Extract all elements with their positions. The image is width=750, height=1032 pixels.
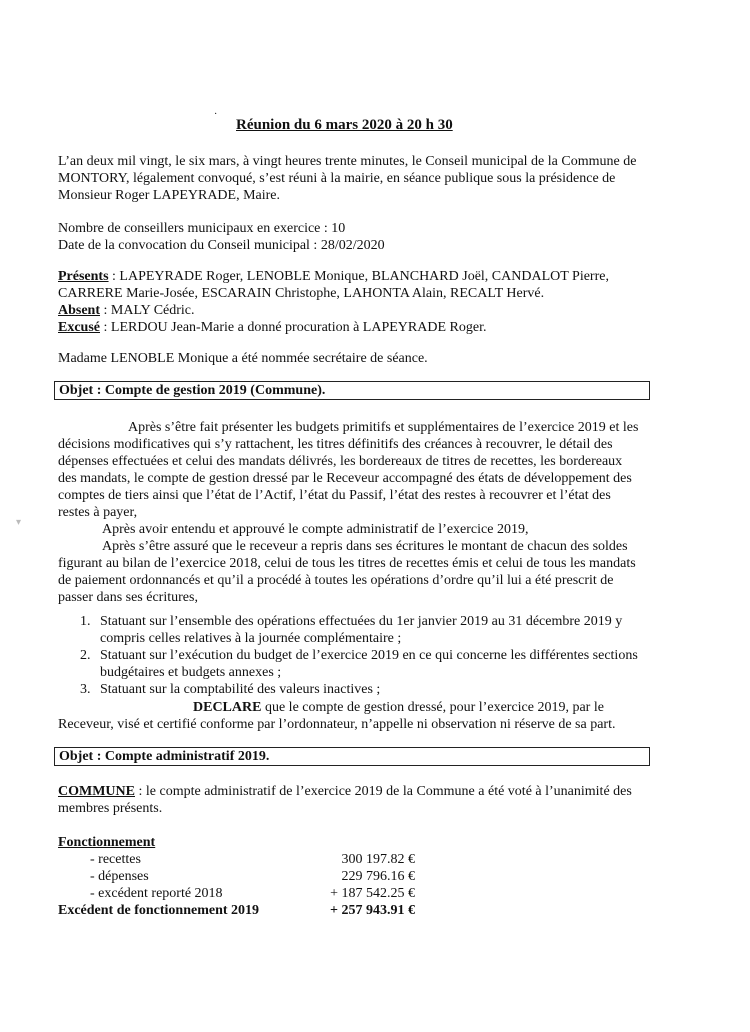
para-line: restes à payer, (58, 505, 138, 520)
table-row (58, 885, 658, 902)
excuse-text: : LERDOU Jean-Marie a donné procuration à LAPEYRADE Roger. (100, 320, 487, 335)
meeting-meta (58, 220, 658, 254)
attendance (58, 268, 658, 336)
absent-text: : MALY Cédric. (100, 303, 195, 318)
list-text: Statuant sur l’ensemble des opérations effectuées du 1er janvier 2019 au 31 décembre 2019 y (100, 614, 623, 629)
list-text: Statuant sur la comptabilité des valeurs inactives ; (100, 682, 381, 697)
para-line: comptes de tiers ainsi que l’état de l’Actif, l’état du Passif, l’état des restes à recouvrer et l’état des (58, 488, 611, 503)
scan-dot: · (214, 109, 218, 120)
para-line: dépenses effectuées et celui des mandats délivrés, les bordereaux de titres de recettes, les bordereaux (58, 454, 623, 469)
intro-line: MONTORY, légalement convoqué, s’est réuni à la mairie, en séance publique sous la présidence de (58, 171, 616, 186)
intro-paragraph (58, 153, 658, 204)
para-line: de paiement ordonnancés et qu’il a procédé à toutes les opérations d’ordre qu’il lui a été prescrit de (58, 573, 614, 588)
para-line: passer dans ses écritures, (58, 590, 198, 605)
conseillers-count: Nombre de conseillers municipaux en exercice : 10 (58, 221, 346, 236)
excuse-line (58, 319, 658, 336)
total-value: + 257 943.91 € (330, 903, 415, 918)
list-number: 2. (80, 648, 91, 663)
excuse-label: Excusé (58, 320, 100, 335)
presents-line-2: CARRERE Marie-Josée, ESCARAIN Christophe, LAHONTA Alain, RECALT Hervé. (58, 286, 545, 301)
commune-line (58, 783, 658, 800)
presents-line (58, 268, 658, 285)
list-text: Statuant sur l’exécution du budget de l’exercice 2019 en ce qui concerne les différentes sections (100, 648, 638, 663)
absent-line (58, 302, 658, 319)
para-line: décisions modificatives qui s’y rattachent, les titres définitifs des créances à recouvrer, le détail des (58, 437, 613, 452)
list-number: 3. (80, 682, 91, 697)
convocation-date: Date de la convocation du Conseil municipal : 28/02/2020 (58, 238, 385, 253)
secretary-line: Madame LENOBLE Monique a été nommée secrétaire de séance. (58, 351, 428, 366)
declare-word: DECLARE (193, 700, 262, 715)
commune-text: : le compte administratif de l’exercice 2019 de la Commune a été voté à l’unanimité des (135, 784, 632, 799)
list-item (58, 681, 658, 698)
fonctionnement-table (58, 834, 658, 919)
list-item (58, 647, 658, 681)
para-line: Après s’être fait présenter les budgets primitifs et supplémentaires de l’exercice 2019 et les (128, 420, 639, 435)
declare-paragraph (58, 699, 658, 733)
presents-text: : LAPEYRADE Roger, LENOBLE Monique, BLANCHARD Joël, CANDALOT Pierre, (108, 269, 609, 284)
fonctionnement-heading: Fonctionnement (58, 835, 156, 850)
margin-mark: ▾ (16, 517, 22, 528)
declare-text: que le compte de gestion dressé, pour l’exercice 2019, par le (261, 700, 604, 715)
declare-line-2: Receveur, visé et certifié conforme par l’ordonnateur, n’appelle ni observation ni réserve de sa part. (58, 717, 616, 732)
intro-line: L’an deux mil vingt, le six mars, à vingt heures trente minutes, le Conseil municipal de la Commune de (58, 154, 637, 169)
table-row (58, 851, 658, 868)
commune-label: COMMUNE (58, 784, 135, 799)
total-label: Excédent de fonctionnement 2019 (58, 903, 260, 918)
para-line: figurant au bilan de l’exercice 2018, celui de tous les titres de recettes émis et celui de tous les mandats (58, 556, 636, 571)
intro-line: Monsieur Roger LAPEYRADE, Maire. (58, 188, 281, 203)
row-label: - dépenses (90, 869, 149, 884)
list-text: budgétaires et budgets annexes ; (100, 665, 282, 680)
row-value: 229 796.16 € (341, 869, 415, 884)
para-line: Après s’être assuré que le receveur a repris dans ses écritures le montant de chacun des soldes (102, 539, 628, 554)
row-label: - recettes (90, 852, 141, 867)
para-line: Après avoir entendu et approuvé le compte administratif de l’exercice 2019, (102, 522, 529, 537)
row-value: + 187 542.25 € (330, 886, 415, 901)
list-text: compris celles relatives à la journée complémentaire ; (100, 631, 402, 646)
declare-line (58, 699, 658, 716)
table-row (58, 868, 658, 885)
list-number: 1. (80, 614, 91, 629)
section-heading-compte-gestion: Objet : Compte de gestion 2019 (Commune). (54, 381, 650, 400)
list-item (58, 613, 658, 647)
presents-label: Présents (58, 269, 109, 284)
absent-label: Absent (58, 303, 101, 318)
compte-gestion-body (58, 419, 658, 606)
row-value: 300 197.82 € (341, 852, 415, 867)
commune-paragraph (58, 783, 658, 817)
row-label: - excédent reporté 2018 (90, 886, 223, 901)
statuant-list (58, 613, 658, 698)
section-heading-compte-administratif: Objet : Compte administratif 2019. (54, 747, 650, 766)
total-row (58, 902, 658, 919)
page-title: Réunion du 6 mars 2020 à 20 h 30 (236, 117, 453, 133)
commune-line-2: membres présents. (58, 801, 163, 816)
para-line: des mandats, le compte de gestion dressé par le Receveur accompagné des états de développement des (58, 471, 632, 486)
